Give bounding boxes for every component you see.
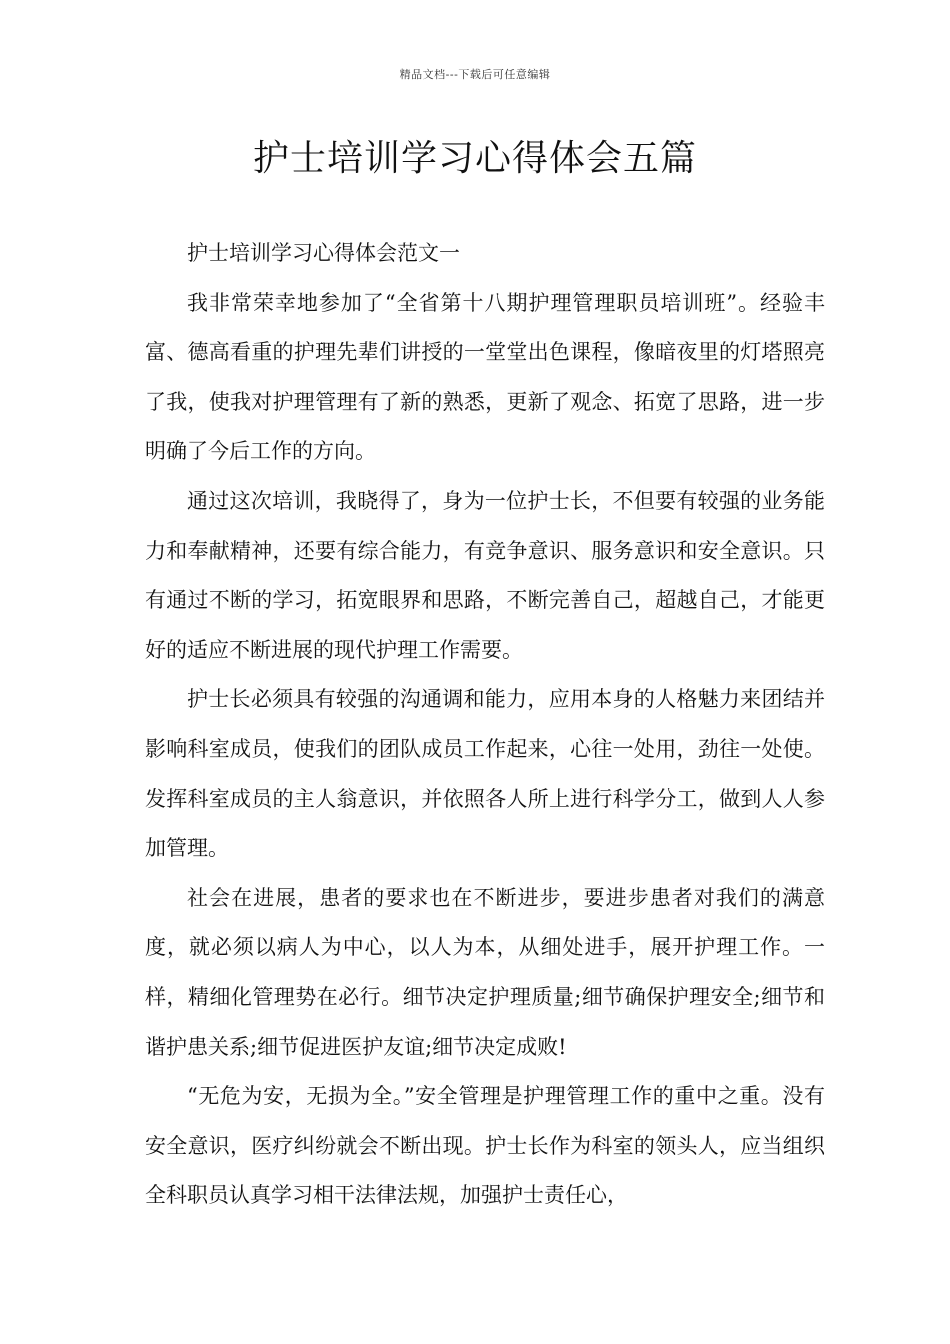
section-heading: 护士培训学习心得体会范文一 bbox=[187, 241, 460, 265]
paragraph-4: 社会在进展，患者的要求也在不断进步，要进步患者对我们的满意度，就必须以病人为中心，以人为本，从细处进手，展开护理工作。一样，精细化管理势在必行。细节决定护理质量;细节确保护理安全;细节和谐护患关系;细节促进医护友谊;细节决定成败! bbox=[145, 885, 825, 1059]
paragraph-2: 通过这次培训，我晓得了，身为一位护士长，不但要有较强的业务能力和奉献精神，还要有综合能力，有竞争意识、服务意识和安全意识。只有通过不断的学习，拓宽眼界和思路，不断完善自己，超越自己，才能更好的适应不断进展的现代护理工作需要。 bbox=[145, 488, 825, 662]
paragraph-1: 我非常荣幸地参加了“全省第十八期护理管理职员培训班”。经验丰富、德高看重的护理先辈们讲授的一堂堂出色课程，像暗夜里的灯塔照亮了我，使我对护理管理有了新的熟悉，更新了观念、拓宽了思路，进一步明确了今后工作的方向。 bbox=[145, 290, 825, 464]
paragraph-5: “无危为安，无损为全。”安全管理是护理管理工作的重中之重。没有安全意识，医疗纠纷就会不断出现。护士长作为科室的领头人，应当组织全科职员认真学习相干法律法规，加强护士责任心， bbox=[145, 1084, 825, 1208]
document-body bbox=[145, 229, 825, 1221]
paragraph-3: 护士长必须具有较强的沟通调和能力，应用本身的人格魅力来团结并影响科室成员，使我们的团队成员工作起来，心往一处用，劲往一处使。发挥科室成员的主人翁意识，并依照各人所上进行科学分工，做到人人参加管理。 bbox=[145, 687, 825, 861]
document-title: 护士培训学习心得体会五篇 bbox=[252, 138, 697, 179]
header-note: 精品文档---下载后可任意编辑 bbox=[399, 68, 551, 81]
